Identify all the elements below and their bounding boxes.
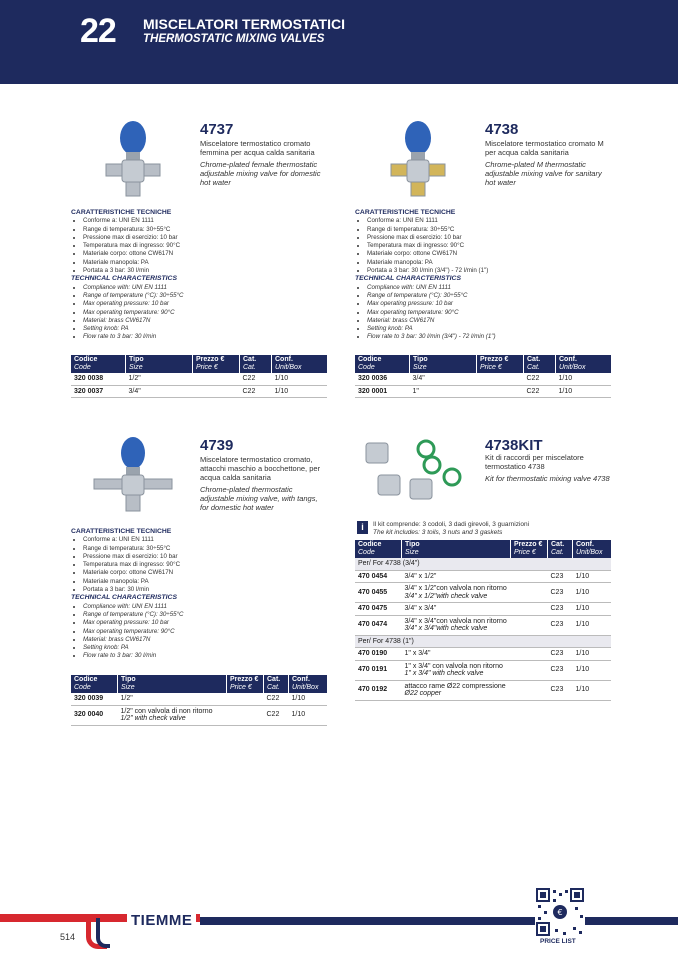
- spec-item: • Setting knob: PA: [83, 644, 331, 652]
- spec-item: • Flow rate to 3 bar: 30 l/min (3/4") - 72 l/min (1"): [367, 333, 615, 341]
- footer-navy-curve: [96, 918, 110, 948]
- table-row: 320 0037 3/4" C22 1/10: [71, 385, 327, 398]
- spec-item: • Max operating pressure: 10 bar: [83, 619, 331, 627]
- col-conf: Conf. Unit/Box: [289, 675, 328, 693]
- section-number: 22: [80, 12, 116, 50]
- page-number: 514: [60, 932, 76, 942]
- spec-item: • Materiale corpo: ottone CW617N: [367, 250, 615, 258]
- note-it: Il kit comprende: 3 codoli, 3 dadi girevoli, 3 guarnizioni: [373, 521, 530, 528]
- product-desc-4738kit: [485, 453, 610, 483]
- spec-item: • Materiale corpo: ottone CW617N: [83, 569, 331, 577]
- col-type: Tipo Size: [118, 675, 227, 693]
- desc-it: Miscelatore termostatico cromato, attacchi maschio a bocchettone, per acqua calda sanitaria: [200, 455, 321, 482]
- col-conf: Conf. Unit/Box: [272, 355, 328, 373]
- specs-list-en: [71, 284, 331, 342]
- kit-4738-image: [360, 437, 470, 507]
- col-type: Tipo Size: [126, 355, 193, 373]
- table-4737: [71, 355, 327, 398]
- spec-item: • Max operating temperature: 90°C: [83, 309, 331, 317]
- spec-item: • Pressione max di esercizio: 10 bar: [83, 553, 331, 561]
- spec-item: • Portata a 3 bar: 30 l/min: [83, 267, 331, 275]
- valve-4737-image: [98, 120, 168, 200]
- table-4738: [355, 355, 611, 398]
- spec-item: • Pressione max di esercizio: 10 bar: [367, 234, 615, 242]
- specs-heading-it: CARATTERISTICHE TECNICHE: [71, 209, 172, 216]
- spec-item: • Flow rate to 3 bar: 30 l/min: [83, 652, 331, 660]
- specs-heading-it: CARATTERISTICHE TECNICHE: [355, 209, 456, 216]
- col-type: Tipo Size: [402, 540, 511, 558]
- col-conf: Conf. Unit/Box: [573, 540, 612, 558]
- table-row: 470 0192 attacco rame Ø22 compressione Ø22 copper C23 1/10: [355, 680, 611, 700]
- col-cat: Cat. Cat.: [548, 540, 573, 558]
- svg-text:€: €: [557, 908, 563, 917]
- spec-item: • Range di temperatura: 30÷55°C: [367, 226, 615, 234]
- col-price: Prezzo € Price €: [477, 355, 524, 373]
- table-row: 470 0474 3/4" x 3/4"con valvola non ritorno 3/4" x 3/4"with check valve C23 1/10: [355, 615, 611, 635]
- specs-4738: [355, 209, 615, 342]
- spec-item: • Portata a 3 bar: 30 l/min (3/4") - 72 l/min (1"): [367, 267, 615, 275]
- spec-item: • Compliance with: UNI EN 1111: [367, 284, 615, 292]
- product-desc-4739: [200, 455, 325, 512]
- col-code: Codice Code: [355, 355, 410, 373]
- specs-heading-en: TECHNICAL CHARACTERISTICS: [71, 594, 177, 602]
- note-en: The kit includes: 3 toils, 3 nuts and 3 gaskets: [373, 529, 503, 536]
- col-price: Prezzo € Price €: [511, 540, 548, 558]
- col-conf: Conf. Unit/Box: [556, 355, 612, 373]
- info-icon: i: [357, 521, 368, 534]
- product-code-4738: 4738: [485, 121, 519, 138]
- spec-item: • Max operating pressure: 10 bar: [83, 300, 331, 308]
- desc-en: Chrome-plated M thermostatic adjustable mixing valve for sanitary hot water: [485, 160, 602, 187]
- spec-item: • Portata a 3 bar: 30 l/min: [83, 586, 331, 594]
- spec-item: • Compliance with: UNI EN 1111: [83, 284, 331, 292]
- qr-code-icon[interactable]: [535, 887, 585, 937]
- table-row: 470 0455 3/4" x 1/2"con valvola non ritorno 3/4" x 1/2"with check valve C23 1/10: [355, 583, 611, 603]
- spec-item: • Range di temperatura: 30÷55°C: [83, 226, 331, 234]
- valve-4738-image: [383, 120, 453, 200]
- brand-logo: TIEMME: [127, 912, 196, 929]
- group-row: Per/ For 4738 (3/4"): [355, 558, 611, 570]
- spec-item: • Range of temperature (°C): 30÷55°C: [83, 611, 331, 619]
- spec-item: • Material: brass CW617N: [367, 317, 615, 325]
- col-cat: Cat. Cat.: [264, 675, 289, 693]
- specs-list-it: [355, 217, 615, 275]
- table-row: 320 0001 1" C22 1/10: [355, 385, 611, 398]
- spec-item: • Range di temperatura: 30÷55°C: [83, 545, 331, 553]
- desc-it: Kit di raccordi per miscelatore termostatico 4738: [485, 453, 584, 471]
- group-row: Per/ For 4738 (1"): [355, 635, 611, 648]
- valve-4739-image: [88, 435, 178, 515]
- col-price: Prezzo € Price €: [193, 355, 240, 373]
- col-code: Codice Code: [71, 675, 118, 693]
- spec-item: • Temperatura max di ingresso: 90°C: [83, 242, 331, 250]
- spec-item: • Setting knob: PA: [367, 325, 615, 333]
- footer-navy-bar: [200, 917, 678, 925]
- spec-item: • Range of temperature (°C): 30÷55°C: [83, 292, 331, 300]
- col-cat: Cat. Cat.: [240, 355, 272, 373]
- col-price: Prezzo € Price €: [227, 675, 264, 693]
- specs-heading-it: CARATTERISTICHE TECNICHE: [71, 528, 172, 535]
- product-code-4737: 4737: [200, 121, 234, 138]
- section-subtitle: THERMOSTATIC MIXING VALVES: [143, 33, 325, 45]
- spec-item: • Range of temperature (°C): 30÷55°C: [367, 292, 615, 300]
- product-desc-4737: [200, 139, 325, 187]
- spec-item: • Materiale manopola: PA: [367, 259, 615, 267]
- specs-4737: [71, 209, 331, 342]
- specs-heading-en: TECHNICAL CHARACTERISTICS: [71, 275, 177, 283]
- spec-item: • Pressione max di esercizio: 10 bar: [83, 234, 331, 242]
- spec-item: • Conforme a: UNI EN 1111: [83, 536, 331, 544]
- product-desc-4738: [485, 139, 610, 187]
- desc-en: Kit for thermostatic mixing valve 4738: [485, 474, 610, 483]
- col-code: Codice Code: [71, 355, 126, 373]
- spec-item: • Conforme a: UNI EN 1111: [83, 217, 331, 225]
- spec-item: • Materiale corpo: ottone CW617N: [83, 250, 331, 258]
- spec-item: • Flow rate to 3 bar: 30 l/min: [83, 333, 331, 341]
- specs-heading-en: TECHNICAL CHARACTERISTICS: [355, 275, 461, 283]
- spec-item: • Materiale manopola: PA: [83, 259, 331, 267]
- specs-list-en: [71, 603, 331, 661]
- product-code-4738kit: 4738KIT: [485, 437, 543, 454]
- spec-item: • Max operating pressure: 10 bar: [367, 300, 615, 308]
- page-header: [0, 0, 678, 84]
- specs-list-it: [71, 217, 331, 275]
- section-title: MISCELATORI TERMOSTATICI: [143, 16, 345, 32]
- specs-4739: [71, 528, 331, 661]
- spec-item: • Temperatura max di ingresso: 90°C: [83, 561, 331, 569]
- kit-note: [361, 521, 613, 537]
- spec-item: • Conforme a: UNI EN 1111: [367, 217, 615, 225]
- table-row: 470 0191 1" x 3/4" con valvola non ritorno 1" x 3/4" with check valve C23 1/10: [355, 660, 611, 680]
- desc-en: Chrome-plated female thermostatic adjustable mixing valve for domestic hot water: [200, 160, 321, 187]
- table-row: 320 0038 1/2" C22 1/10: [71, 373, 327, 385]
- table-4739: [71, 675, 327, 726]
- col-code: Codice Code: [355, 540, 402, 558]
- table-row: 470 0190 1" x 3/4" C23 1/10: [355, 648, 611, 661]
- desc-it: Miscelatore termostatico cromato M per acqua calda sanitaria: [485, 139, 604, 157]
- spec-item: • Max operating temperature: 90°C: [367, 309, 615, 317]
- spec-item: • Setting knob: PA: [83, 325, 331, 333]
- spec-item: • Materiale manopola: PA: [83, 578, 331, 586]
- spec-item: • Max operating temperature: 90°C: [83, 628, 331, 636]
- col-cat: Cat. Cat.: [524, 355, 556, 373]
- spec-item: • Material: brass CW617N: [83, 317, 331, 325]
- table-4738kit: [355, 540, 611, 701]
- specs-list-it: [71, 536, 331, 594]
- price-list-label: PRICE LIST: [540, 938, 576, 945]
- desc-it: Miscelatore termostatico cromato femmina per acqua calda sanitaria: [200, 139, 315, 157]
- desc-en: Chrome-plated thermostatic adjustable mixing valve, with tangs, for domestic hot water: [200, 485, 318, 512]
- table-row: 470 0454 3/4" x 1/2" C23 1/10: [355, 570, 611, 583]
- table-row: 470 0475 3/4" x 3/4" C23 1/10: [355, 603, 611, 616]
- product-code-4739: 4739: [200, 437, 234, 454]
- col-type: Tipo Size: [410, 355, 477, 373]
- spec-item: • Material: brass CW617N: [83, 636, 331, 644]
- spec-item: • Compliance with: UNI EN 1111: [83, 603, 331, 611]
- spec-item: • Temperatura max di ingresso: 90°C: [367, 242, 615, 250]
- specs-list-en: [355, 284, 615, 342]
- table-row: 320 0036 3/4" C22 1/10: [355, 373, 611, 385]
- table-row: 320 0039 1/2" C22 1/10: [71, 693, 327, 705]
- table-row: 320 0040 1/2" con valvola di non ritorno 1/2" with check valve C22 1/10: [71, 705, 327, 725]
